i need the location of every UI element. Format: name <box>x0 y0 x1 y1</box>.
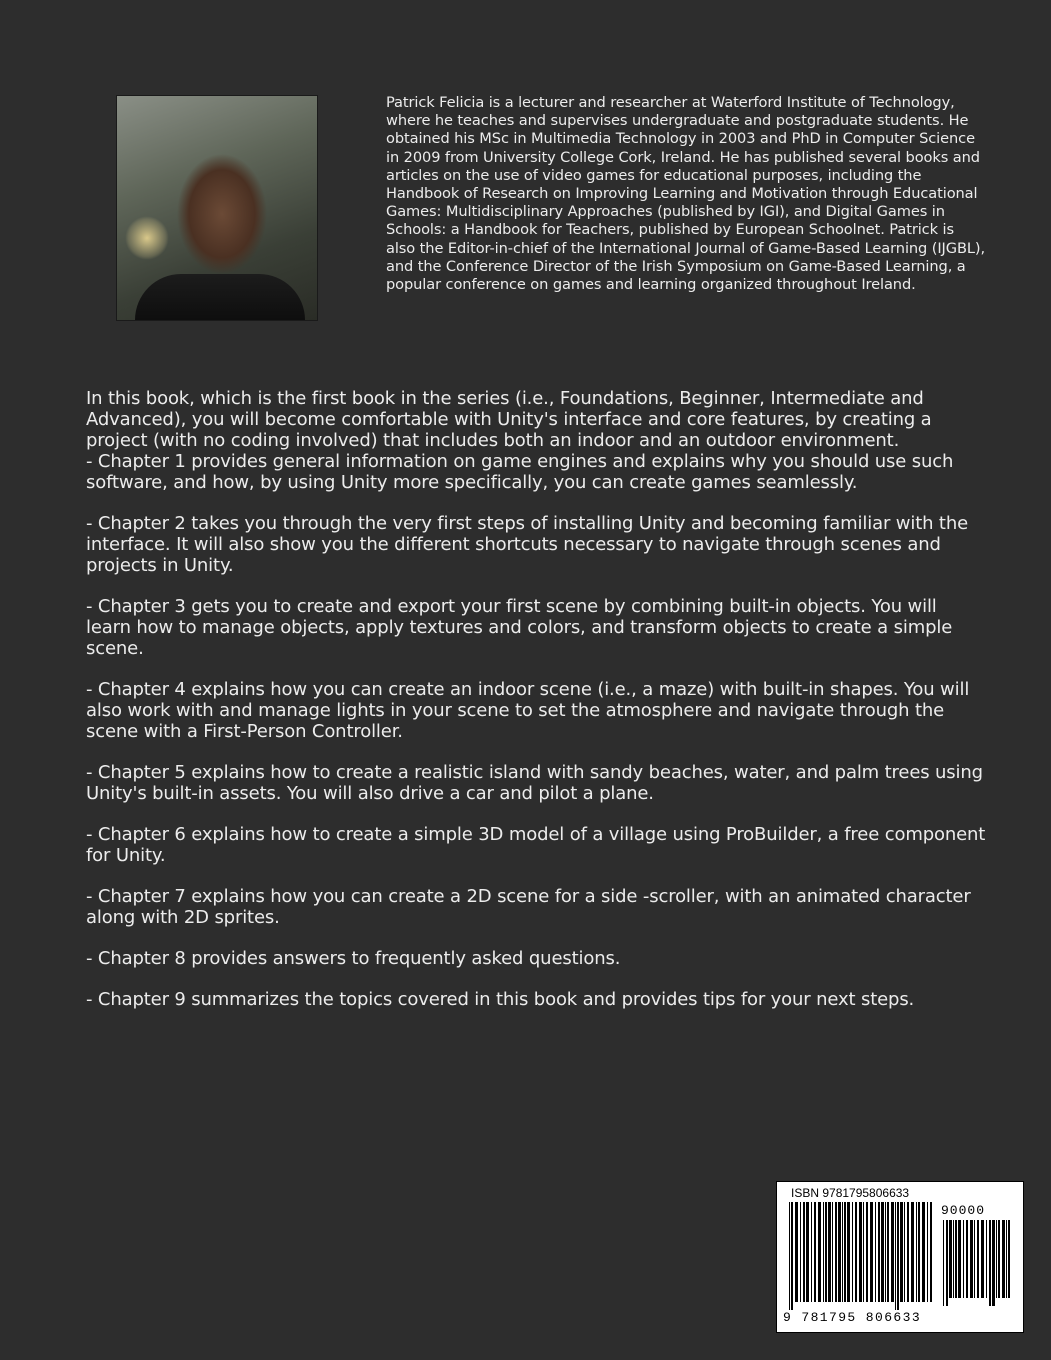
barcode-bar <box>881 1202 884 1302</box>
author-shirt <box>135 274 305 320</box>
intro-paragraph: In this book, which is the first book in the series (i.e., Foundations, Beginner, Intermediate and Advanced), you will become comfortable with Unity's interface and core features, by creating a project (with no coding involved) that includes both an indoor and an outdoor environment. <box>86 388 932 451</box>
barcode-bar <box>918 1202 920 1302</box>
barcode-bar <box>823 1202 824 1302</box>
barcode-bar <box>1006 1220 1007 1298</box>
chapter-2-text: - Chapter 2 takes you through the very first steps of installing Unity and becoming familiar with the interface. It will also show you the different shortcuts necessary to navigate through scenes and projects in Unity. <box>86 513 969 576</box>
barcode-bar <box>992 1220 995 1306</box>
chapter-8-text: - Chapter 8 provides answers to frequently asked questions. <box>86 948 621 969</box>
barcode-digits: 9 781795 806633 <box>783 1310 922 1325</box>
barcode-bar <box>958 1220 961 1298</box>
book-description <box>86 388 986 1030</box>
barcode-bar <box>953 1220 954 1298</box>
background-light <box>125 216 169 260</box>
barcode-bar <box>859 1202 862 1302</box>
barcode-bar <box>966 1220 968 1298</box>
barcode-bar <box>907 1202 909 1302</box>
barcode-bar <box>825 1202 827 1302</box>
ean13-barcode <box>787 1202 937 1310</box>
barcode-bar <box>832 1202 833 1302</box>
barcode-bar <box>900 1202 903 1302</box>
barcode-bar <box>842 1202 843 1302</box>
chapter-1-text: - Chapter 1 provides general information on game engines and explains why you should use such software, and how, by using Unity more specifically, you can create games seamlessly. <box>86 451 954 493</box>
barcode-bar <box>789 1202 790 1310</box>
barcode-bar <box>996 1220 997 1298</box>
barcode-bar <box>916 1202 917 1302</box>
barcode-bar <box>835 1202 837 1302</box>
barcode-bar <box>852 1202 853 1302</box>
barcode-bar <box>1008 1220 1010 1298</box>
chapter-9-text: - Chapter 9 summarizes the topics covered in this book and provides tips for your next steps. <box>86 989 915 1010</box>
barcode-bar <box>878 1202 880 1302</box>
barcode-bar <box>955 1220 957 1298</box>
barcode-bar <box>904 1202 905 1302</box>
barcode-bar <box>814 1202 816 1302</box>
barcode-bar <box>795 1202 798 1302</box>
barcode-bar <box>949 1220 952 1298</box>
barcode-bar <box>811 1202 812 1302</box>
barcode-bar <box>855 1202 857 1302</box>
author-bio: Patrick Felicia is a lecturer and researcher at Waterford Institute of Technology, where he teaches and supervises undergraduate and postgraduate students. He obtained his MSc in Multimedia Technology in 2003 and PhD in Computer Science in 2009 from University College Cork, Ireland. He has published several books and articles on the use of video games for educational purposes, including the Handbook of Research on Improving Learning and Motivation through Educational Games: Multidisciplinary Approaches (published by IGI), and Digital Games in Schools: a Handbook for Teachers, published by European Schoolnet. Patrick is also the Editor-in-chief of the International Journal of Game-Based Learning (IJGBL), and the Conference Director of the Irish Symposium on Game-Based Learning, a popular conference on games and learning organized throughout Ireland. <box>386 94 986 294</box>
chapter-4-text: - Chapter 4 explains how you can create an indoor scene (i.e., a maze) with built-in shapes. You will also work with and manage lights in your scene to set the atmosphere and navigate through the scene with a First-Person Controller. <box>86 679 970 742</box>
barcode-bar <box>803 1202 805 1302</box>
barcode-bar <box>1002 1220 1005 1298</box>
addon-barcode <box>941 1220 1013 1306</box>
barcode-bar <box>800 1202 801 1302</box>
barcode-bar <box>866 1202 868 1302</box>
barcode-bar <box>870 1202 873 1302</box>
barcode-bar <box>828 1202 831 1302</box>
barcode-bar <box>885 1202 886 1302</box>
barcode-bar <box>998 1220 1000 1298</box>
barcode-bar <box>930 1202 932 1302</box>
barcode-bar <box>847 1202 850 1302</box>
author-photo <box>116 95 318 321</box>
chapter-6-text: - Chapter 6 explains how to create a simple 3D model of a village using ProBuilder, a free component for Unity. <box>86 824 986 866</box>
barcode-bar <box>863 1202 864 1302</box>
barcode-bar <box>806 1202 809 1302</box>
barcode-bar <box>981 1220 984 1298</box>
chapter-list-block <box>86 388 986 493</box>
barcode-bar <box>838 1202 841 1302</box>
price-code: 90000 <box>941 1203 986 1218</box>
barcode-bar <box>970 1220 973 1298</box>
chapter-5-text: - Chapter 5 explains how to create a realistic island with sandy beaches, water, and palm trees using Unity's built-in assets. You will also drive a car and pilot a plane. <box>86 762 983 804</box>
barcode-bar <box>927 1202 928 1302</box>
barcode-bar <box>922 1202 925 1302</box>
isbn-barcode-box <box>776 1181 1024 1333</box>
barcode-bar <box>818 1202 821 1302</box>
barcode-bar <box>989 1220 991 1306</box>
barcode-bar <box>911 1202 914 1302</box>
barcode-bar <box>986 1220 987 1298</box>
barcode-bar <box>977 1220 979 1298</box>
barcode-bar <box>891 1202 894 1302</box>
barcode-bar <box>974 1220 975 1298</box>
chapter-7-text: - Chapter 7 explains how you can create a 2D scene for a side -scroller, with an animated character along with 2D sprites. <box>86 886 971 928</box>
barcode-bar <box>875 1202 876 1302</box>
barcode-bar <box>791 1202 793 1310</box>
chapter-3-text: - Chapter 3 gets you to create and export your first scene by combining built-in objects. You will learn how to manage objects, apply textures and colors, and transform objects to create a simple scene. <box>86 596 953 659</box>
barcode-bar <box>844 1202 846 1302</box>
barcode-bar <box>963 1220 964 1298</box>
barcode-bar <box>887 1202 889 1302</box>
isbn-label: ISBN 9781795806633 <box>791 1186 910 1200</box>
barcode-bar <box>897 1202 899 1310</box>
barcode-bar <box>943 1220 944 1306</box>
barcode-bar <box>895 1202 896 1310</box>
barcode-bar <box>946 1220 948 1306</box>
